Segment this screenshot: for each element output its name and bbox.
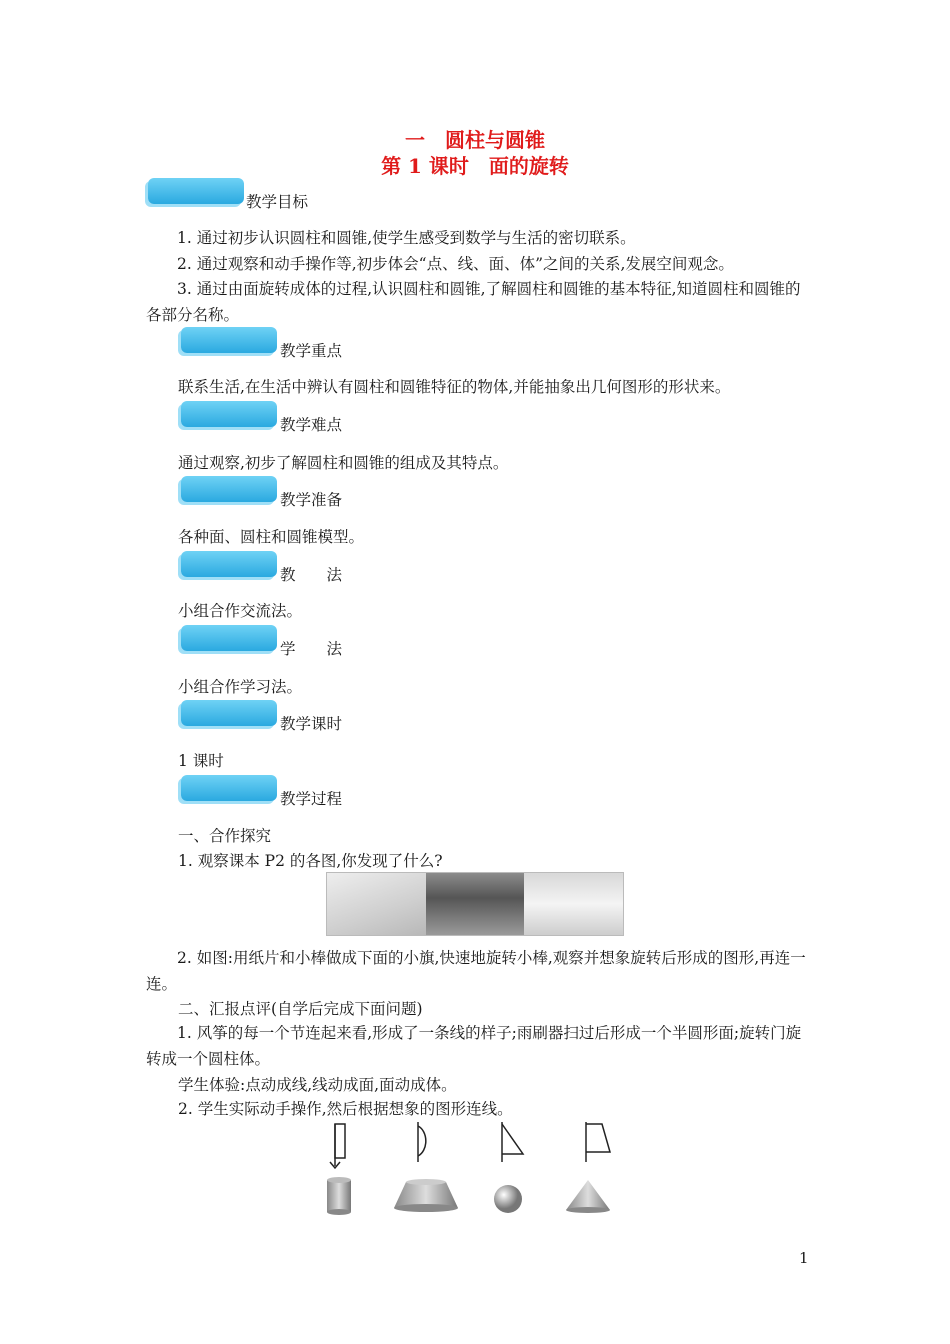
- flag-rect-icon: [330, 1124, 345, 1168]
- process-text: 2. 学生实际动手操作,然后根据想象的图形连线。: [178, 1100, 513, 1118]
- section-heading: 教学课时: [280, 715, 343, 733]
- flag-triangle-icon: [502, 1122, 523, 1162]
- section-text: 联系生活,在生活中辨认有圆柱和圆锥特征的物体,并能抽象出几何图形的形状来。: [178, 378, 731, 396]
- process-part-heading: 二、汇报点评(自学后完成下面问题): [178, 1000, 423, 1018]
- section-heading: 教学准备: [280, 491, 343, 509]
- process-answer: 1. 风筝的每一个节连起来看,形成了一条线的样子;雨刷器扫过后形成一个半圆形面;旋转门旋转成一个圆柱体。: [146, 1024, 802, 1068]
- section-heading: 教学难点: [280, 416, 343, 434]
- page-number: 1: [799, 1249, 809, 1267]
- section-heading: 教学过程: [280, 790, 343, 808]
- goal-item: 1. 通过初步认识圆柱和圆锥,使学生感受到数学与生活的密切联系。: [177, 229, 636, 247]
- cone-icon: [566, 1180, 610, 1213]
- section-heading: 教学目标: [246, 193, 309, 211]
- process-question: 1. 观察课本 P2 的各图,你发现了什么?: [178, 852, 443, 870]
- section-heading: 学 法: [280, 640, 343, 658]
- process-part-heading: 一、合作探究: [178, 827, 272, 845]
- lesson-title: 第 1 课时 面的旋转: [381, 154, 569, 178]
- section-text: 小组合作交流法。: [178, 602, 303, 620]
- section-heading: 教 法: [280, 566, 343, 584]
- flag-trapezoid-icon: [586, 1122, 610, 1162]
- goal-item: 2. 通过观察和动手操作等,初步体会“点、线、面、体”之间的关系,发展空间观念。: [177, 255, 734, 273]
- section-text: 1 课时: [178, 752, 224, 770]
- frustum-icon: [394, 1179, 458, 1212]
- process-question: 2. 如图:用纸片和小棒做成下面的小旗,快速地旋转小棒,观察并想象旋转后形成的图形,再连一连。: [146, 949, 806, 993]
- sphere-icon: [494, 1185, 522, 1213]
- section-text: 通过观察,初步了解圆柱和圆锥的组成及其特点。: [178, 454, 509, 472]
- section-heading: 教学重点: [280, 342, 343, 360]
- process-text: 学生体验:点动成线,线动成面,面动成体。: [178, 1076, 457, 1094]
- section-text: 各种面、圆柱和圆锥模型。: [178, 528, 365, 546]
- goal-item: 3. 通过由面旋转成体的过程,认识圆柱和圆锥,了解圆柱和圆锥的基本特征,知道圆柱和圆锥的各部分名称。: [146, 280, 801, 324]
- flag-semicircle-icon: [418, 1122, 426, 1162]
- section-text: 小组合作学习法。: [178, 678, 303, 696]
- cylinder-icon: [327, 1177, 351, 1215]
- chapter-title: 一 圆柱与圆锥: [405, 128, 545, 152]
